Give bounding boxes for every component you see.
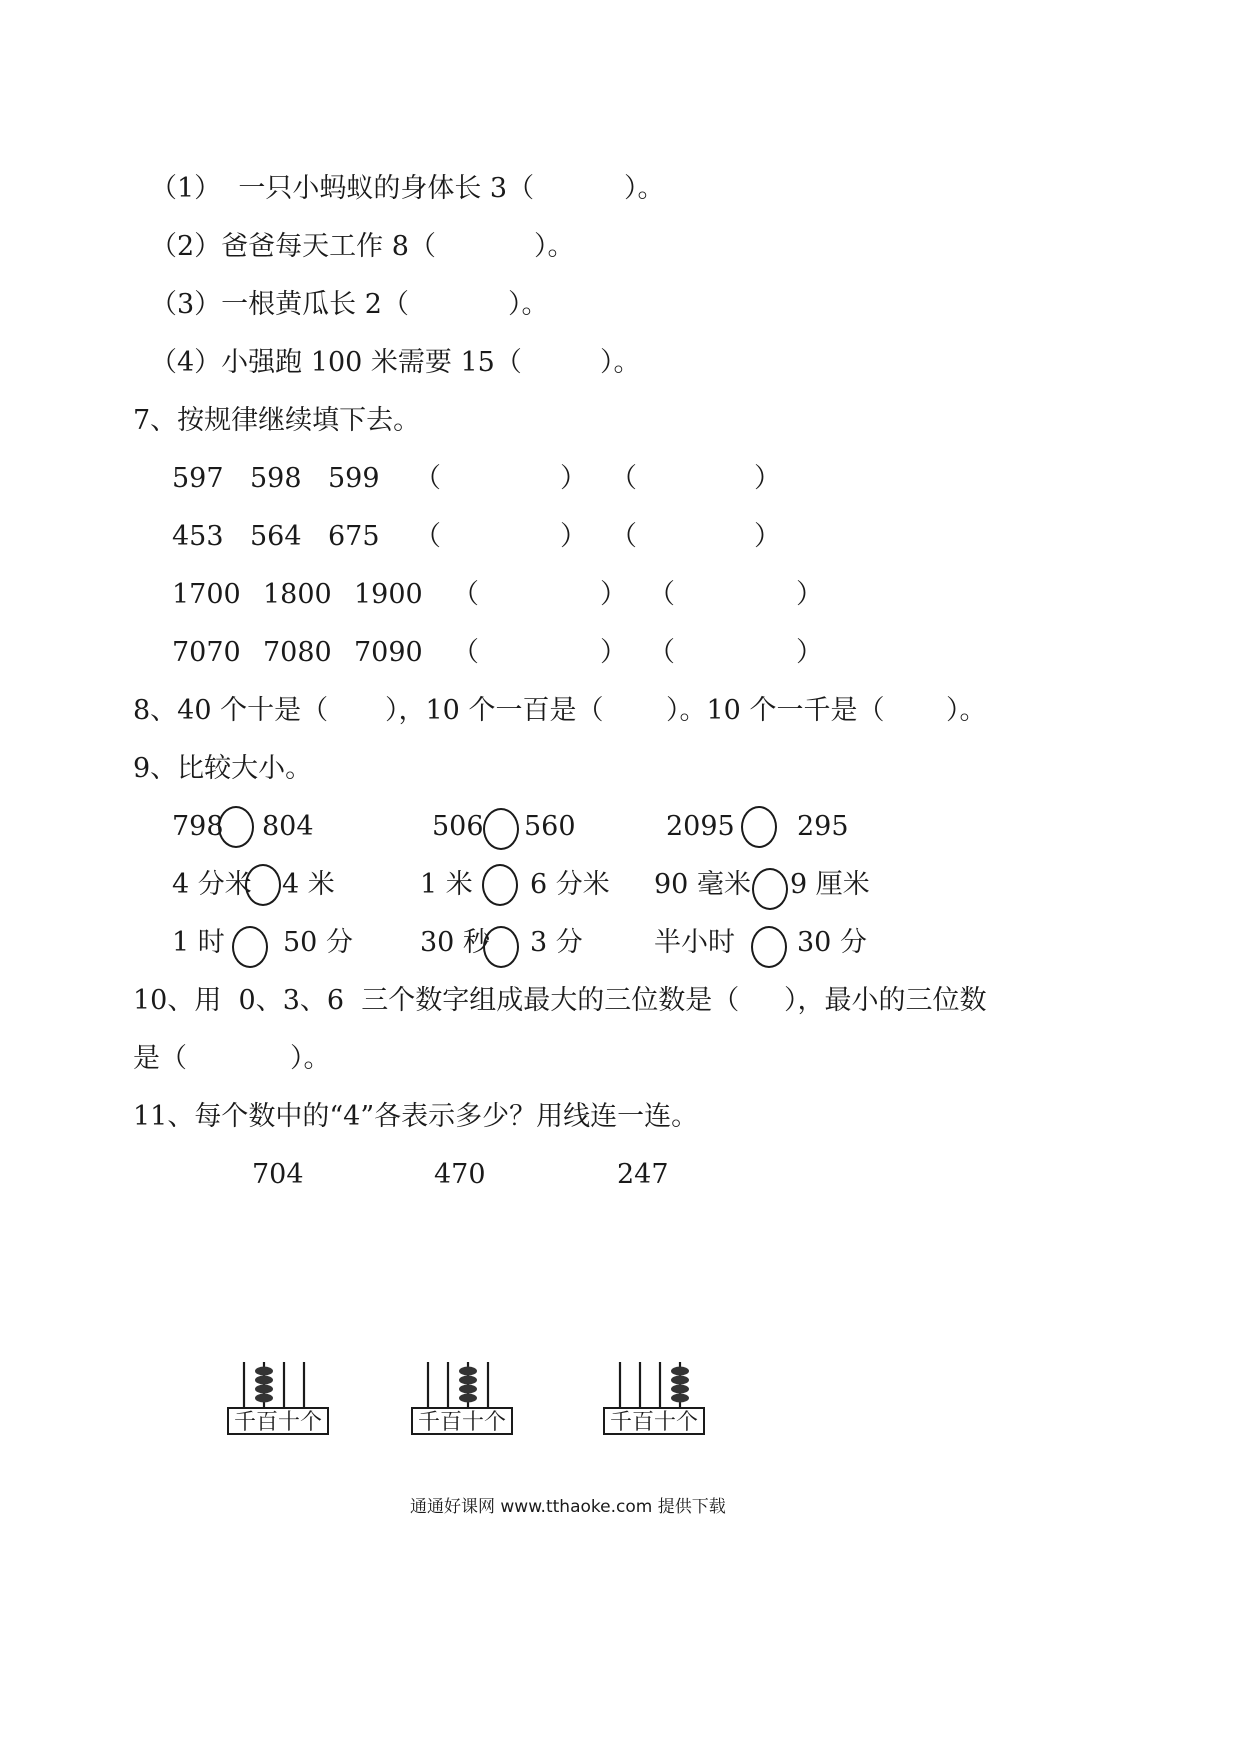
- close-paren: ）: [754, 521, 781, 552]
- close-paren: ）: [600, 637, 627, 668]
- q10-text: ），最小的三位数: [784, 985, 987, 1016]
- abacus-1: [226, 1356, 330, 1440]
- sequence-number: 597: [172, 463, 224, 494]
- q11-number: 470: [434, 1159, 486, 1190]
- q6-item-close: ）。: [508, 289, 549, 320]
- compare-left: 1 米: [420, 869, 473, 900]
- abacus-label: 千百十个: [609, 1410, 699, 1435]
- sequence-number: 7070: [172, 637, 241, 668]
- compare-circle[interactable]: [482, 864, 518, 906]
- footer-source: 通通好课网 www.tthaoke.com 提供下载: [410, 1497, 726, 1517]
- q9-title: 9、比较大小。: [133, 753, 313, 784]
- sequence-number: 598: [250, 463, 302, 494]
- q6-item-close: ）。: [534, 231, 575, 262]
- compare-right: 295: [797, 811, 849, 842]
- q8-part-2: ），10 个一百是（: [385, 695, 604, 726]
- abacus-2: [410, 1356, 514, 1440]
- abacus-3: [602, 1356, 706, 1440]
- abacus-hundreds-icon: [410, 1356, 514, 1436]
- compare-left: 2095: [666, 811, 735, 842]
- q6-item-close: ）。: [600, 347, 641, 378]
- compare-left: 1 时: [172, 927, 225, 958]
- open-paren: （: [452, 579, 479, 610]
- open-paren: （: [648, 579, 675, 610]
- compare-circle[interactable]: [751, 926, 787, 968]
- sequence-number: 1800: [263, 579, 332, 610]
- open-paren: （: [452, 637, 479, 668]
- compare-circle[interactable]: [245, 864, 281, 906]
- q6-item-close: ）。: [624, 173, 665, 204]
- compare-circle[interactable]: [741, 806, 777, 848]
- q10-text: 是（: [133, 1043, 187, 1074]
- abacus-label: 千百十个: [233, 1410, 323, 1435]
- compare-left: 30 秒: [420, 927, 490, 958]
- q11-number: 247: [617, 1159, 669, 1190]
- q7-title: 7、按规律继续填下去。: [133, 405, 421, 436]
- sequence-number: 7080: [263, 637, 332, 668]
- compare-circle[interactable]: [752, 868, 788, 910]
- q6-item-text: （1） 一只小蚂蚁的身体长 3（: [150, 173, 535, 204]
- q8-part-1: 8、40 个十是（: [133, 695, 329, 726]
- close-paren: ）: [796, 637, 823, 668]
- sequence-number: 1900: [354, 579, 423, 610]
- sequence-number: 1700: [172, 579, 241, 610]
- compare-circle[interactable]: [232, 926, 268, 968]
- compare-right: 30 分: [797, 927, 867, 958]
- q6-item-text: （4）小强跑 100 米需要 15（: [150, 347, 522, 378]
- sequence-number: 7090: [354, 637, 423, 668]
- open-paren: （: [610, 521, 637, 552]
- sequence-number: 675: [328, 521, 380, 552]
- open-paren: （: [414, 463, 441, 494]
- open-paren: （: [610, 463, 637, 494]
- q10-text: 10、用 0、3、6 三个数字组成最大的三位数是（: [133, 985, 740, 1016]
- sequence-number: 564: [250, 521, 302, 552]
- q8-part-4: ）。: [946, 695, 987, 726]
- close-paren: ）: [796, 579, 823, 610]
- q11-number: 704: [252, 1159, 304, 1190]
- open-paren: （: [648, 637, 675, 668]
- compare-right: 3 分: [530, 927, 583, 958]
- compare-left: 506: [432, 811, 484, 842]
- sequence-number: 453: [172, 521, 224, 552]
- compare-left: 798: [172, 811, 224, 842]
- compare-right: 4 米: [282, 869, 335, 900]
- close-paren: ）: [560, 463, 587, 494]
- compare-circle[interactable]: [218, 806, 254, 848]
- close-paren: ）: [754, 463, 781, 494]
- close-paren: ）: [600, 579, 627, 610]
- q6-item-text: （2）爸爸每天工作 8（: [150, 231, 436, 262]
- compare-left: 4 分米: [172, 869, 252, 900]
- compare-right: 804: [262, 811, 314, 842]
- compare-right: 6 分米: [530, 869, 610, 900]
- compare-circle[interactable]: [483, 926, 519, 968]
- open-paren: （: [414, 521, 441, 552]
- abacus-label: 千百十个: [417, 1410, 507, 1435]
- compare-circle[interactable]: [483, 808, 519, 850]
- compare-right: 560: [524, 811, 576, 842]
- q8-part-3: ）。10 个一千是（: [666, 695, 885, 726]
- compare-left: 90 毫米: [654, 869, 751, 900]
- abacus-ones-icon: [602, 1356, 706, 1436]
- compare-right: 9 厘米: [790, 869, 870, 900]
- q6-item-text: （3）一根黄瓜长 2（: [150, 289, 409, 320]
- sequence-number: 599: [328, 463, 380, 494]
- compare-right: 50 分: [283, 927, 353, 958]
- q10-text: ）。: [290, 1043, 331, 1074]
- compare-left: 半小时: [654, 927, 735, 958]
- close-paren: ）: [560, 521, 587, 552]
- q11-title: 11、每个数中的“4”各表示多少？用线连一连。: [133, 1101, 699, 1132]
- abacus-thousands-icon: [226, 1356, 330, 1436]
